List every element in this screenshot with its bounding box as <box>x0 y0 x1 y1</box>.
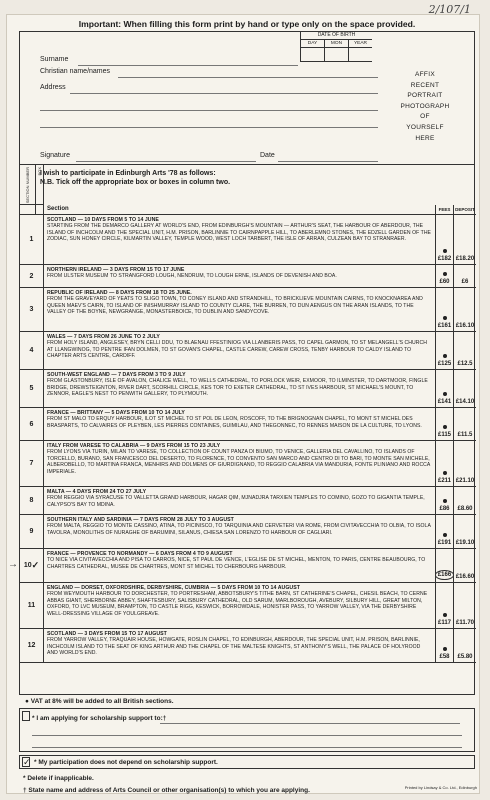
address-field-1[interactable] <box>70 93 378 94</box>
section-title: MALTA — 4 DAYS FROM 24 TO 27 JULY <box>47 489 147 495</box>
section-box[interactable] <box>20 215 44 264</box>
section-row <box>20 487 476 515</box>
section-number-label: SECTION NUMBER <box>25 167 30 204</box>
section-box[interactable] <box>20 515 44 548</box>
fee-bullet <box>443 471 447 475</box>
photo-text-3: PORTRAIT <box>407 92 443 100</box>
photo-text-2: RECENT <box>410 81 440 89</box>
section-body: FROM THE GRAVEYARD OF YEATS TO SLIGO TOWN, TO CONEY ISLAND AND STRANDHILL, TO BRICKLIEVE MOUNTAIN CAIRNS, TO KNOCKNAREA AND QUEEN MAEV'S CAIRN, TO ISLAND OF INISHMURRAY ISLAND TO COUNTY CLARE, THE BURREN, TO DUN AENGUS ON THE ARAN ISLANDS, TO THE VALLEY OF THE BOYNE, NEWGRANGE, MONASTERBOICE, TO DUBLIN AND SANDYCOVE. <box>47 296 423 316</box>
section-description <box>44 215 436 264</box>
fee-cell <box>436 265 454 287</box>
fee-bullet <box>443 392 447 396</box>
intro-line-1: I wish to participate in Edinburgh Arts '78 as follows: <box>40 170 216 177</box>
section-number: 6 <box>29 420 34 428</box>
section-fee: £125 <box>437 361 452 367</box>
section-body: FROM WEYMOUTH HARBOUR TO DORCHESTER, TO PORTRESHAM, ABBOTSBURY'S TITHE BARN, ST CATHERINE'S CHAPEL, CHESIL BEACH, TO CERNE ABBAS GIANT, SHERBORNE ABBEY, SHAFTESBURY, SALISBURY CATHEDRAL, OLD SARUM, MARLBOROUGH, AVEBURY, SILBURY HILL, GREAT MILTON, OXFORD, TO LVC MUSEUM, BRAMPTON, TO CASTLE RIGG, KESWICK, BORROWDALE, HONISTER PASS, TO YARROW VALLEY, VIA THE DERBYSHIRE WELL-DRESSING VILLAGE OF YOULGREAVE. <box>47 591 428 617</box>
section-deposit: £5.80 <box>457 654 473 660</box>
section-box[interactable] <box>20 441 44 486</box>
section-row <box>20 408 476 441</box>
section-description <box>44 408 436 440</box>
photo-area <box>385 70 465 144</box>
section-deposit: £16.10 <box>455 323 475 329</box>
section-title: SOUTH-WEST ENGLAND — 7 DAYS FROM 3 TO 9 JULY <box>47 372 186 378</box>
photo-text-7: HERE <box>415 134 435 142</box>
fee-cell <box>436 215 454 264</box>
section-body: FROM ST MALO TO ERQUY HARBOUR, ILOT ST MICHEL TO ST POL DE LEON, ROSCOFF, TO THE BRIGNOGNAN CHAPEL, TO MONT ST MICHEL DES BRASPARTS, TO CALVAIRES OF PLEYBEN, LES PIERRES CONTAINES, GUIMILAU, AND THEGONNEC, TO RENNES MAISON DE LA CULTURE, TO LYONS. <box>47 416 422 429</box>
fee-cell <box>436 487 454 514</box>
scholarship-field-1[interactable] <box>160 723 460 724</box>
section-number: 3 <box>29 306 34 313</box>
section-number-header <box>20 165 36 205</box>
section-body: FROM REGGIO VIA SYRACUSE TO VALLETTA GRAND HARBOUR, HAGAR QIM, MJNADJRA TARXIEN TEMPLES TO COMINO, GOZO TO GIGANTIA TEMPLE, CALYPSO'S BAY TO MDINA. <box>47 495 425 508</box>
deposit-cell <box>454 583 476 628</box>
deposit-cell <box>454 441 476 486</box>
section-deposit: £6 <box>461 279 469 285</box>
section-fee: £161 <box>437 323 452 329</box>
section-row <box>20 288 476 332</box>
section-fee: £86 <box>439 506 450 512</box>
no-scholarship-box <box>19 755 475 769</box>
arrow-mark: → <box>8 559 18 570</box>
section-number: 11 <box>27 602 36 609</box>
fee-bullet <box>443 272 447 276</box>
box-label: BOX <box>37 167 42 176</box>
fee-bullet <box>443 499 447 503</box>
dob-year-label: YEAR <box>353 41 368 46</box>
fee-bullet <box>443 647 447 651</box>
section-deposit: £14.10 <box>455 399 475 405</box>
deposit-cell <box>454 288 476 331</box>
deposit-cell <box>454 408 476 440</box>
footnote-delete: * Delete if inapplicable. <box>23 775 94 782</box>
dob-month-label: MON <box>325 40 349 48</box>
deposit-cell <box>454 332 476 369</box>
fee-bullet <box>443 249 447 253</box>
form-footer <box>19 695 475 797</box>
section-box[interactable] <box>20 288 44 331</box>
deposit-cell <box>454 629 476 662</box>
fees-column-header: FEES <box>436 205 454 214</box>
christian-name-label: Christian name/names <box>40 68 111 75</box>
section-deposit: £16.60 <box>455 574 475 580</box>
address-field-2[interactable] <box>40 110 378 111</box>
section-number: 12 <box>27 642 36 649</box>
fee-cell <box>436 549 454 582</box>
fee-cell <box>436 288 454 331</box>
participation-intro <box>40 169 470 187</box>
no-scholarship-checkbox[interactable] <box>22 757 30 767</box>
section-box[interactable] <box>20 629 44 662</box>
section-row <box>20 583 476 629</box>
vat-text: VAT at 8% will be added to all British sections. <box>30 698 174 705</box>
section-row <box>20 515 476 549</box>
section-number: 2 <box>29 272 34 280</box>
section-body: FROM LYONS VIA TURIN, MILAN TO VARESE, TO COLLECTION OF COUNT PANZA DI BIUMO, TO VENICE, GALLERIA DEL CAVALLINO, TO ISLANDS OF TORCELLO, BURANO, SAN FRANCESCO DEL DESERTO, TO FLORENCE, TO CONVENTO SAN MARCO AND CENTRO DI TO BARI, TO MONTE SAN MICHELE, ALBEROBELLO, TO MARTINA FRANCA, MENHIRS AND DOLMENS OF GIURDIGNANO, TO REGGIO CALABRIA VIA MANDURIA, FONTE PLINIANO AND ROCCA IMPERIALE. <box>47 449 431 475</box>
deposit-cell <box>454 265 476 287</box>
section-row <box>20 441 476 487</box>
section-title: ENGLAND — DORSET, OXFORDSHIRE, DERBYSHIRE, CUMBRIA — 5 DAYS FROM 10 TO 14 AUGUST <box>47 585 300 591</box>
section-number: 4 <box>29 347 34 354</box>
section-fee: £58 <box>439 654 450 660</box>
section-fee: £166 <box>435 570 454 580</box>
printer-credit: Printed by Lindsay & Co. Ltd., Edinburgh <box>404 785 477 790</box>
section-rows <box>8 215 476 663</box>
section-description <box>44 583 436 628</box>
section-box[interactable] <box>20 487 44 514</box>
fee-bullet <box>443 316 447 320</box>
section-description <box>44 629 436 662</box>
section-fee: £117 <box>437 620 452 626</box>
deposit-column-header: DEPOSIT <box>455 207 475 212</box>
fee-cell <box>436 408 454 440</box>
section-title: FRANCE — BRITTANY — 5 DAYS FROM 10 TO 14 JULY <box>47 410 185 416</box>
section-row <box>20 332 476 370</box>
signature-label: Signature <box>40 152 70 159</box>
section-column-header: Section <box>44 205 436 214</box>
address-field-3[interactable] <box>40 127 378 128</box>
surname-field[interactable] <box>78 65 298 66</box>
intro-line-2: N.B. Tick off the appropriate box or boxes in column two. <box>40 179 231 186</box>
fee-cell <box>436 583 454 628</box>
section-description <box>44 265 436 287</box>
photo-text-4: PHOTOGRAPH <box>400 102 450 110</box>
signature-field[interactable] <box>76 161 256 162</box>
section-body: STARTING FROM THE DEMARCO GALLERY AT WORLD'S END, FROM EDINBURGH'S MOUNTAIN — ARTHUR'S SEAT, THE HARBOUR OF ABERDOUR, THE ISLAND OF INCHCOLM AND THE SPECIAL UNIT, H.M. PRISON, BARLINNIE TO CAIRNPAPPLE HILL, TO ABERLEMNO STONES, THE EDZELL GARDEN OF THE ZODIAC, SUN HONEY CIRCLE, KILMARTIN VALLEY, TEMPLE WOOD, WEST LOCH TARBERT, THE ISLE OF ARRAN, CULZEAN BAY TO STRANRAER. <box>47 223 431 243</box>
section-body: FROM MALTA, REGGIO TO MONTE CASSINO, ATINA, TO PICINISCO, TO TARQUINIA AND CERVETERI VIA ROME, FROM CIVITAVECCHIA TO OLBIA, TO ISOLA TAVOLRA, MONOLITHS OF NURAGHE OF BARUMINI, SILANUS, CHIESA SAN LORENZO TO HARBOUR OF CAGLIARI. <box>47 523 431 536</box>
section-body: FROM HOLY ISLAND, ANGLESEY, BRYN CELLI DDU, TO BLAENAU FFESTINIOG VIA LLANBERIS PASS, TO CAPEL GARMON, TO ST MELANGELL'S CHURCH AT LLANGWINOG, TO PENTRE IFAN DOLMEN, TO ST GOVAN'S CHAPEL, CASTLE CAREW, CAREW CROSS, TENBY HARBOUR TO CALDY ISLAND TO CHAPTER ARTS CENTRE, CARDIFF. <box>47 340 427 360</box>
deposit-cell <box>454 215 476 264</box>
application-form <box>6 3 480 794</box>
dob-day-label: DAY <box>301 40 325 48</box>
section-deposit: £21.10 <box>455 478 475 484</box>
dob-fields[interactable] <box>300 48 372 62</box>
section-fee: £141 <box>437 399 452 405</box>
fee-bullet <box>443 533 447 537</box>
footnote-state-name: † State name and address of Arts Council or other organisation(s) to which you are applying. <box>23 787 310 794</box>
section-description <box>44 549 436 582</box>
table-header <box>20 205 476 215</box>
section-row <box>20 215 476 265</box>
section-deposit: £11.5 <box>457 432 473 438</box>
important-note: Important: When filling this form print by hand or type only on the space provided. <box>78 19 416 29</box>
section-box[interactable] <box>20 408 44 440</box>
fee-cell <box>436 515 454 548</box>
section-deposit: £11.70 <box>455 620 475 626</box>
section-number: 9 <box>29 528 34 535</box>
section-title: SCOTLAND — 3 DAYS FROM 15 TO 17 AUGUST <box>47 631 167 637</box>
tick-mark: ✓ <box>23 757 31 767</box>
fee-cell <box>436 370 454 407</box>
section-fee: £182 <box>437 256 452 262</box>
date-field[interactable] <box>278 161 378 162</box>
deposit-cell <box>454 515 476 548</box>
scholarship-field-2[interactable] <box>32 735 462 736</box>
scholarship-label: * I am applying for scholarship support to:† <box>32 715 167 722</box>
photo-text-5: OF <box>420 113 430 121</box>
christian-name-field[interactable] <box>118 77 378 78</box>
dob-header <box>300 32 372 48</box>
section-description <box>44 370 436 407</box>
section-number: 5 <box>29 385 34 392</box>
section-number: 7 <box>29 460 34 467</box>
section-fee: £115 <box>437 432 452 438</box>
section-box[interactable] <box>20 370 44 407</box>
section-title: SCOTLAND — 10 DAYS FROM 5 TO 14 JUNE <box>47 217 159 223</box>
section-description <box>44 288 436 331</box>
vat-note: ● VAT at 8% will be added to all British sections. <box>25 698 174 705</box>
section-deposit: £8.60 <box>457 506 473 512</box>
section-title: FRANCE — PROVENCE TO NORMANDY — 6 DAYS FROM 4 TO 9 AUGUST <box>47 551 233 557</box>
section-body: FROM ULSTER MUSEUM TO STRANGFORD LOUGH, NENDRUM, TO LOUGH ERNE, ISLANDS OF DEVENISH AND BOA. <box>47 273 337 280</box>
section-description <box>44 332 436 369</box>
section-row <box>8 549 476 583</box>
fee-bullet <box>443 354 447 358</box>
section-row <box>20 629 476 663</box>
date-label: Date <box>260 152 275 159</box>
photo-text-1: AFFIX <box>415 71 435 78</box>
section-row <box>20 265 476 288</box>
section-number: 1 <box>29 236 34 243</box>
section-fee: £60 <box>439 279 450 285</box>
photo-text-6: YOURSELF <box>406 123 444 131</box>
section-fee: £191 <box>437 540 452 546</box>
section-row <box>20 370 476 408</box>
section-title: NORTHERN IRELAND — 3 DAYS FROM 15 TO 17 JUNE <box>47 267 185 273</box>
personal-details-box <box>19 31 475 165</box>
dob-title: DATE OF BIRTH <box>301 32 372 40</box>
sections-table <box>8 165 475 695</box>
tick-mark: ✓ <box>31 560 40 570</box>
fee-bullet <box>443 425 447 429</box>
section-title: REPUBLIC OF IRELAND — 8 DAYS FROM 18 TO 25 JUNE. <box>47 290 192 296</box>
section-number: 8 <box>29 497 34 504</box>
section-description <box>44 515 436 548</box>
section-description <box>44 487 436 514</box>
section-title: ITALY FROM VARESE TO CALABRIA — 9 DAYS FROM 15 TO 23 JULY <box>47 443 221 449</box>
section-box[interactable] <box>20 265 44 287</box>
section-box[interactable] <box>20 549 44 582</box>
fee-cell <box>436 332 454 369</box>
section-box[interactable] <box>20 332 44 369</box>
section-description <box>44 441 436 486</box>
address-label: Address <box>40 84 66 91</box>
scholarship-box <box>19 708 475 752</box>
section-body: FROM GLASTONBURY, ISLE OF AVALON, CHALICE WELL, TO WELLS CATHEDRAL, TO PORLOCK WEIR, EXMOOR, TO ILMINSTER, TO DARTMOOR, FINGLE BRIDGE, DREWSTEIGNTON, RIVER DART, SCORHILL CIRCLE, KES TOR TO EXETER CATHEDRAL, TO ST IVES HARBOUR, ST MICHAEL'S MOUNT, TO ZENNOR, EAGLE'S NEST TO PENWITH GALLERY, TO PLYMOUTH. <box>47 378 428 398</box>
section-number: 10 <box>23 562 32 569</box>
section-deposit: £12.5 <box>457 361 473 367</box>
scholarship-field-3[interactable] <box>32 747 462 748</box>
section-title: SOUTHERN ITALY AND SARDINIA — 7 DAYS FROM 28 JULY TO 3 AUGUST <box>47 517 234 523</box>
deposit-cell <box>454 549 476 582</box>
no-scholarship-label: * My participation does not depend on scholarship support. <box>34 759 218 766</box>
fee-cell <box>436 629 454 662</box>
section-deposit: £19.10 <box>455 540 475 546</box>
fee-bullet <box>443 613 447 617</box>
surname-label: Surname <box>40 56 69 63</box>
handwritten-reference: 2/107/1 <box>428 3 471 16</box>
scholarship-checkbox[interactable] <box>22 711 30 721</box>
section-body: FROM YARROW VALLEY, TRAQUAIR HOUSE, HOWGATE, ROSLIN CHAPEL, TO EDINBURGH, ABERDOUR, THE SPECIAL UNIT, H.M. PRISON, BARLINNIE, INCHCOLM ISLAND TO THE SEAT OF KING ARTHUR AND THE CHAPEL OF THE MALTESE KNIGHTS, ST ANTHONY'S WELL, THE PALACE OF HOLYROOD AND WORLD'S END. <box>47 637 421 657</box>
fee-cell <box>436 441 454 486</box>
section-fee: £211 <box>437 478 452 484</box>
deposit-cell <box>454 487 476 514</box>
section-body: TO NICE VIA CIVITAVECCHIA AND PISA TO CARROS, NICE, ST PAUL DE VENCE, L'EGLISE DE ST MICHEL, MENTON, TO PARIS, CENTRE BEAUBOURG, TO CHARTRES CATHEDRAL, MUSEE DE CHARTRES, MONT ST MICHEL TO CHERBOURG HARBOUR. <box>47 557 426 570</box>
section-box[interactable] <box>20 583 44 628</box>
section-title: WALES — 7 DAYS FROM 26 JUNE TO 2 JULY <box>47 334 160 340</box>
section-deposit: £18.20 <box>455 256 475 262</box>
deposit-cell <box>454 370 476 407</box>
